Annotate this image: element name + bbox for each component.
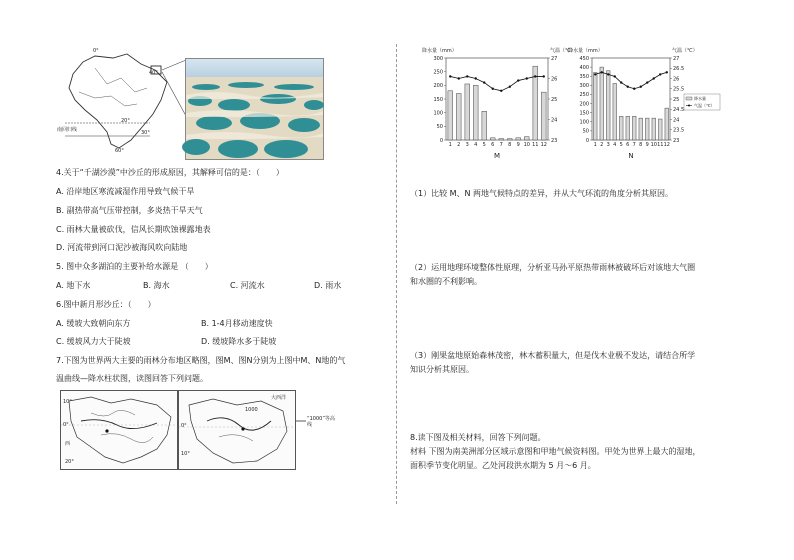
month-tick-label: 5 bbox=[482, 142, 486, 148]
precip-tick-label: 50 bbox=[436, 124, 443, 131]
month-tick-label: 2 bbox=[457, 142, 461, 148]
temperature-point bbox=[646, 81, 648, 83]
map2-lat-10s: 10° bbox=[181, 451, 190, 457]
month-tick-label: 7 bbox=[499, 142, 503, 148]
precip-bar bbox=[456, 94, 461, 140]
precip-tick-label: 0 bbox=[585, 137, 589, 144]
temperature-point bbox=[526, 77, 528, 79]
temperature-point bbox=[534, 75, 536, 77]
chart-title: M bbox=[493, 152, 501, 160]
precip-bar bbox=[448, 91, 453, 140]
precip-tick-label: 100 bbox=[579, 119, 589, 126]
map2-alt-1000: 1000 bbox=[245, 407, 258, 413]
precip-tick-label: 400 bbox=[579, 64, 589, 71]
month-tick-label: 4 bbox=[613, 142, 617, 148]
precip-bar bbox=[632, 116, 636, 140]
month-tick-label: 6 bbox=[491, 142, 495, 148]
q6-option-d[interactable]: D. 缓坡降水多于陡坡 bbox=[201, 337, 277, 346]
temperature-point bbox=[483, 81, 485, 83]
month-tick-label: 11 bbox=[657, 142, 664, 148]
q6-option-c[interactable]: C. 缓坡风力大于陡坡 bbox=[56, 337, 131, 346]
precip-tick-label: 450 bbox=[579, 55, 589, 62]
right-q2-line1: （2）运用地理环境整体性原理，分析亚马孙平原热带雨林被破坏后对该地大气圈 bbox=[410, 263, 696, 272]
temp-axis-title: 气温（℃） bbox=[672, 48, 698, 54]
month-tick-label: 12 bbox=[663, 142, 670, 148]
month-tick-label: 10 bbox=[523, 142, 530, 148]
right-q8-line1: 材料 下图为南美洲部分区域示意图和甲地气候资料图。甲处为世界上最大的湿地， bbox=[410, 447, 701, 456]
congo-region-map bbox=[178, 390, 296, 470]
month-tick-label: 11 bbox=[532, 142, 539, 148]
temperature-point bbox=[640, 86, 642, 88]
chart-title: N bbox=[628, 152, 634, 160]
temperature-point bbox=[509, 86, 511, 88]
map2-lat-0: 0° bbox=[181, 423, 187, 429]
precip-bar bbox=[482, 111, 487, 140]
temperature-point bbox=[659, 73, 661, 75]
right-q2-line2: 和水圈的不利影响。 bbox=[410, 277, 482, 286]
precip-bar bbox=[652, 118, 656, 140]
temp-tick-label: 25.5 bbox=[673, 86, 685, 93]
lon-label-60: 60° bbox=[115, 148, 124, 154]
month-tick-label: 4 bbox=[474, 142, 478, 148]
temperature-point bbox=[666, 71, 668, 73]
temp-tick-label: 27 bbox=[551, 55, 558, 62]
month-tick-label: 10 bbox=[650, 142, 657, 148]
column-divider bbox=[396, 44, 397, 504]
temp-tick-label: 24 bbox=[551, 117, 558, 124]
precip-bar bbox=[626, 116, 630, 140]
temp-tick-label: 23 bbox=[551, 137, 558, 144]
q5-option-b[interactable]: B. 海水 bbox=[143, 281, 170, 290]
map1-lat-20: 20° bbox=[65, 459, 74, 465]
q6-stem: 6.图中新月形沙丘：（ ） bbox=[56, 300, 156, 309]
temperature-point bbox=[601, 71, 603, 73]
temp-tick-label: 25 bbox=[673, 96, 680, 103]
right-q3-line2: 知识分析其原因。 bbox=[410, 365, 474, 374]
precip-axis-title: 降水量（mm） bbox=[422, 48, 457, 54]
temperature-point bbox=[466, 75, 468, 77]
month-tick-label: 9 bbox=[645, 142, 649, 148]
temperature-point bbox=[633, 88, 635, 90]
temperature-point bbox=[517, 79, 519, 81]
month-tick-label: 9 bbox=[516, 142, 520, 148]
map1-west: 西 bbox=[65, 441, 71, 447]
precip-tick-label: 200 bbox=[433, 83, 443, 90]
precip-bar bbox=[465, 84, 470, 140]
q5-option-c[interactable]: C. 河流水 bbox=[230, 281, 265, 290]
temp-tick-label: 23.5 bbox=[673, 127, 685, 134]
precip-tick-label: 350 bbox=[579, 74, 589, 81]
map1-lat-0: 0° bbox=[63, 422, 69, 428]
month-tick-label: 8 bbox=[639, 142, 643, 148]
dune-lake-photo bbox=[185, 58, 324, 160]
precip-bar bbox=[473, 85, 478, 140]
temperature-point bbox=[594, 73, 596, 75]
q5-option-a[interactable]: A. 地下水 bbox=[56, 281, 91, 290]
month-tick-label: 3 bbox=[465, 142, 469, 148]
map1-lat-10n: 10° bbox=[63, 399, 72, 405]
precip-bar bbox=[619, 116, 623, 140]
temp-tick-label: 26 bbox=[551, 76, 558, 83]
precip-bar bbox=[516, 138, 521, 140]
month-tick-label: 12 bbox=[540, 142, 547, 148]
precip-tick-label: 300 bbox=[579, 83, 589, 90]
right-q1: （1）比较 M、N 两地气候特点的差异，并从大气环流的角度分析其原因。 bbox=[410, 189, 674, 198]
precip-tick-label: 150 bbox=[433, 96, 443, 103]
month-tick-label: 1 bbox=[593, 142, 597, 148]
precip-bar bbox=[541, 92, 546, 140]
precip-bar bbox=[639, 118, 643, 140]
precip-bar bbox=[645, 118, 649, 140]
precip-tick-label: 300 bbox=[433, 55, 443, 62]
temp-tick-label: 24 bbox=[673, 117, 680, 124]
temperature-point bbox=[500, 90, 502, 92]
q6-option-b[interactable]: B. 1-4月移动速度快 bbox=[201, 319, 273, 328]
temperature-point bbox=[627, 86, 629, 88]
legend-temp-dot bbox=[688, 105, 690, 107]
map2-ocean: 大西洋 bbox=[271, 395, 287, 401]
q4-option-b[interactable]: B. 副热带高气压带控制，多炎热干旱天气 bbox=[56, 206, 203, 215]
q6-option-a[interactable]: A. 缓坡大致朝向东方 bbox=[56, 319, 131, 328]
q7-line1: 7.下图为世界两大主要的雨林分布地区略图，图M、图N分别为上图中M、N地的气 bbox=[56, 356, 346, 365]
lat-label-20: 20° bbox=[121, 118, 130, 124]
precip-tick-label: 200 bbox=[579, 101, 589, 108]
precip-bar bbox=[593, 73, 597, 140]
lon-label-40: 40° bbox=[149, 70, 158, 76]
right-q8-title: 8.读下图及相关材料，回答下列问题。 bbox=[410, 433, 546, 442]
q5-option-d[interactable]: D. 雨水 bbox=[314, 281, 342, 290]
temp-tick-label: 25 bbox=[551, 96, 558, 103]
temperature-point bbox=[607, 73, 609, 75]
precip-bar bbox=[665, 108, 669, 140]
temperature-point bbox=[475, 77, 477, 79]
legend-precip-swatch bbox=[686, 97, 692, 100]
lat-label-30: 30° bbox=[141, 130, 150, 136]
temperature-point bbox=[620, 81, 622, 83]
temp-tick-label: 26 bbox=[673, 76, 680, 83]
temp-tick-label: 26.5 bbox=[673, 66, 685, 73]
month-tick-label: 7 bbox=[632, 142, 636, 148]
precip-bar bbox=[524, 137, 529, 140]
precip-bar bbox=[600, 67, 604, 140]
climate-chart-m bbox=[420, 44, 576, 162]
temperature-point bbox=[543, 75, 545, 77]
month-tick-label: 5 bbox=[619, 142, 623, 148]
month-tick-label: 2 bbox=[600, 142, 604, 148]
temperature-point bbox=[492, 88, 494, 90]
right-q8-line2: 面积季节变化明显。乙处河段洪水期为 5 月～6 月。 bbox=[410, 461, 596, 470]
contour-legend-label: “1000”等高线 bbox=[307, 416, 335, 428]
precip-tick-label: 0 bbox=[439, 137, 443, 144]
precip-tick-label: 50 bbox=[582, 128, 589, 135]
temperature-point bbox=[458, 77, 460, 79]
precip-bar bbox=[490, 138, 495, 140]
month-tick-label: 3 bbox=[606, 142, 610, 148]
temperature-point bbox=[614, 75, 616, 77]
q5-stem: 5. 图中众多湖泊的主要补给水源是 （ ） bbox=[56, 262, 213, 271]
month-tick-label: 1 bbox=[448, 142, 452, 148]
q7-line2: 温曲线—降水柱状图，读图回答下列问题。 bbox=[56, 374, 208, 383]
temperature-point bbox=[653, 77, 655, 79]
temperature-point bbox=[449, 75, 451, 77]
temperature-line bbox=[450, 76, 544, 90]
month-tick-label: 8 bbox=[508, 142, 512, 148]
precip-bar bbox=[606, 71, 610, 140]
temp-tick-label: 23 bbox=[673, 137, 680, 144]
amazon-region-map bbox=[60, 390, 178, 470]
precip-axis-title: 降水量（mm） bbox=[568, 48, 603, 54]
temp-tick-label: 24.5 bbox=[673, 107, 685, 114]
legend-precip-label: 降水量 bbox=[694, 96, 706, 101]
q4-stem: 4.关于“千湖沙漠”中沙丘的形成原因，其解释可信的是：（ ） bbox=[56, 168, 284, 177]
q4-option-d[interactable]: D. 河流带到河口泥沙被海风吹向陆地 bbox=[56, 243, 188, 252]
climate-chart-n bbox=[566, 44, 726, 162]
temperature-line bbox=[595, 72, 667, 88]
temp-tick-label: 27 bbox=[673, 55, 680, 62]
temp-axis-title: 气温（℃） bbox=[550, 48, 576, 54]
tropic-label: 南回归线 bbox=[57, 127, 78, 133]
precip-bar bbox=[658, 119, 662, 140]
precip-bar bbox=[613, 84, 617, 140]
q4-option-a[interactable]: A. 沿岸地区寒流减湿作用导致气候干旱 bbox=[56, 187, 195, 196]
precip-tick-label: 150 bbox=[579, 110, 589, 117]
legend-temp-label: 气温（℃） bbox=[694, 103, 715, 108]
lat-label-0: 0° bbox=[93, 48, 99, 54]
precip-tick-label: 250 bbox=[433, 69, 443, 76]
month-tick-label: 6 bbox=[626, 142, 630, 148]
brazil-map bbox=[55, 48, 175, 158]
precip-bar bbox=[499, 139, 504, 140]
q4-option-c[interactable]: C. 雨林大量被砍伐，信风长期吹蚀裸露地表 bbox=[56, 225, 211, 234]
precip-bar bbox=[507, 139, 512, 140]
right-q3-line1: （3）刚果盆地原始森林茂密，林木蓄积量大，但是伐木业极不发达，请结合所学 bbox=[410, 351, 696, 360]
precip-tick-label: 100 bbox=[433, 110, 443, 117]
precip-tick-label: 250 bbox=[579, 92, 589, 99]
